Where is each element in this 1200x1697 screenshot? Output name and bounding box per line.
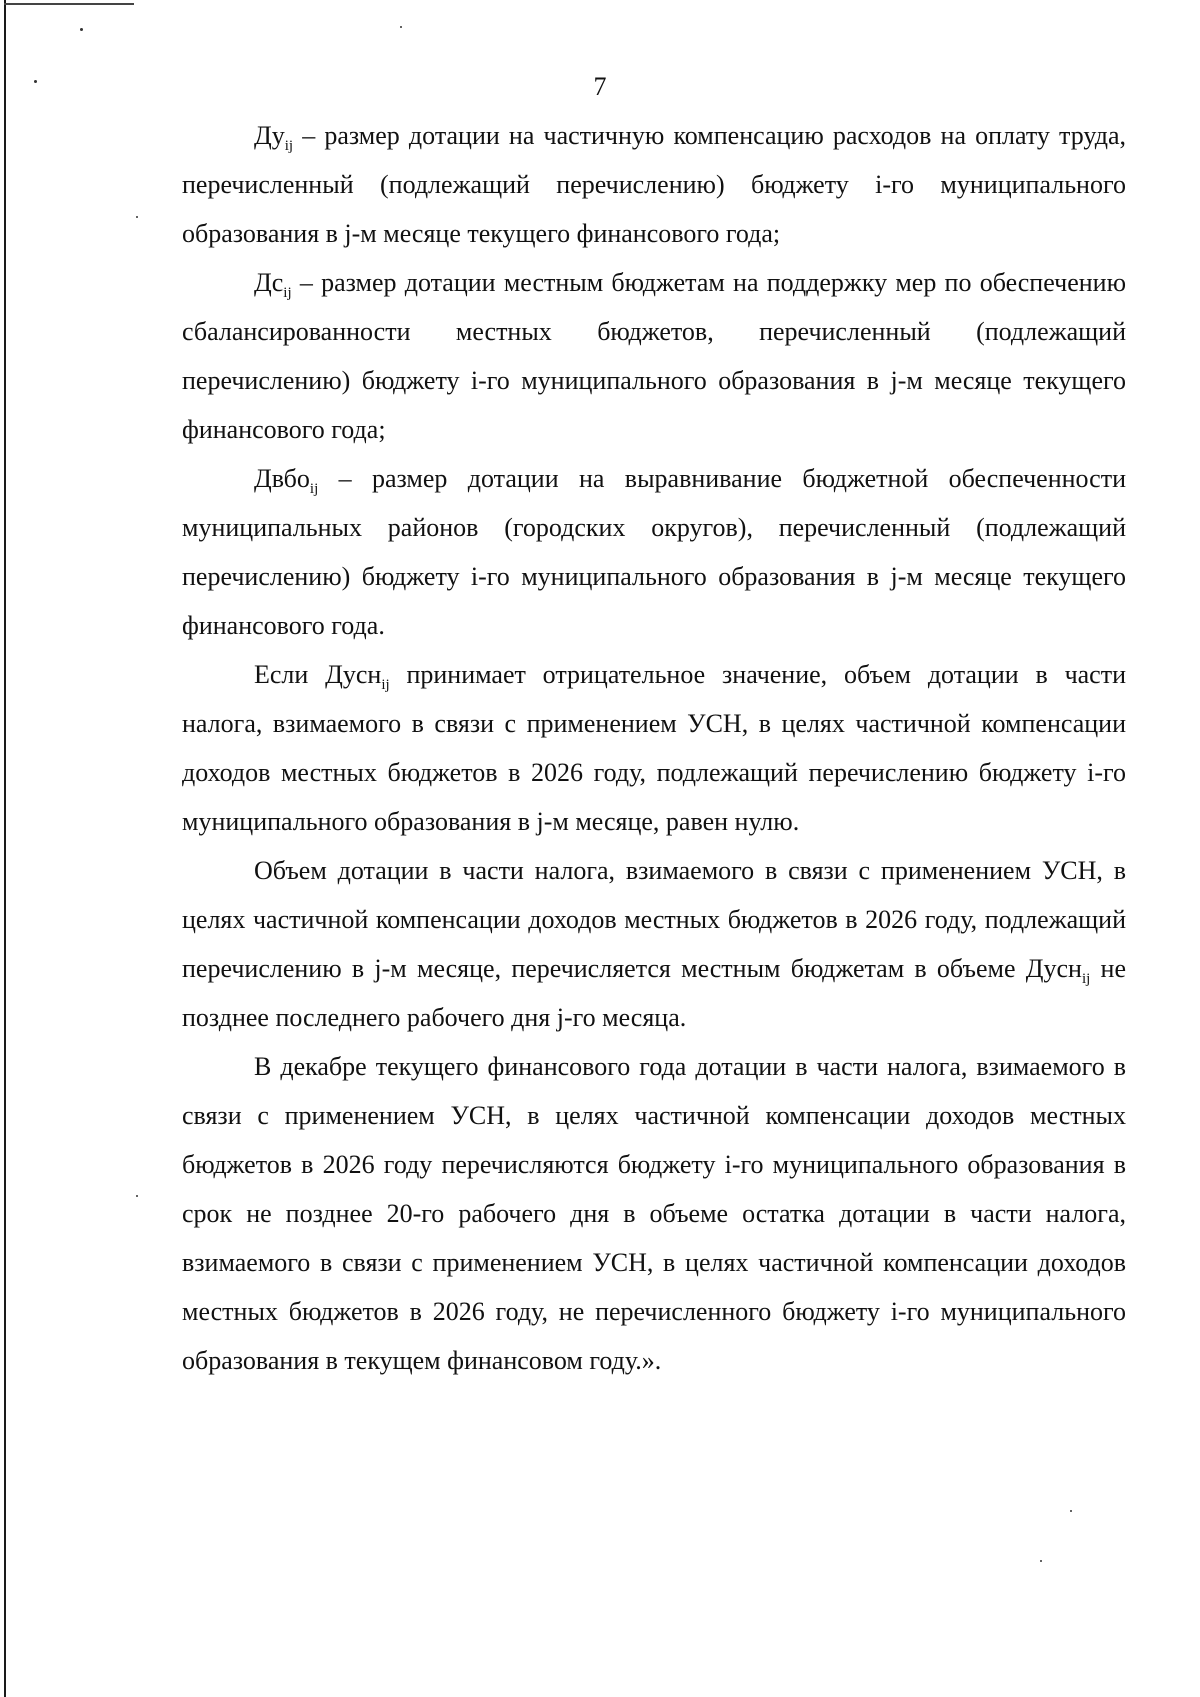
paragraph-esli [182,650,1126,846]
scan-left-edge [4,0,6,1697]
subscript: ij [284,138,294,155]
subscript: ij [1081,971,1091,988]
document-body [182,111,1126,1385]
scan-speck [136,1195,138,1197]
subscript: ij [309,481,319,498]
subscript: ij [381,677,390,694]
paragraph-text: – размер дотации местным бюджетам на поддержку мер по обеспечению сбалансированности местных бюджетов, перечисленный (подлежащий перечислению) бюджету i-го муниципального образования в j-м месяце текущего финансового года; [182,268,1126,444]
subscript: ij [283,285,292,302]
scan-speck [1040,1560,1042,1562]
paragraph-obem [182,846,1126,1042]
scan-speck [400,26,402,28]
paragraph-prefix: Дс [254,268,284,297]
scan-speck [80,28,83,31]
paragraph-prefix: Ду [254,121,285,150]
paragraph-duy [182,111,1126,258]
page-number: 7 [593,72,607,101]
paragraph-text: принимает отрицательное значение, объем дотации в части налога, взимаемого в связи с применением УСН, в целях частичной компенсации доходов местных бюджетов в 2026 году, подлежащий перечислению бюджету i-го муниципального образования в j-м месяце, равен нулю. [182,660,1126,836]
paragraph-text: – размер дотации на частичную компенсацию расходов на оплату труда, перечисленный (подлежащий перечислению) бюджету i-го муниципального образования в j-м месяце текущего финансового года; [182,121,1126,248]
paragraph-prefix: Двбо [254,464,310,493]
paragraph-prefix: В декабре текущего финансового года дотации в части налога, взимаемого в связи с применением УСН, в целях частичной компенсации доходов местных бюджетов в 2026 году перечисляются бюджету i-го муниципального образования в срок не позднее 20-го рабочего дня в объеме остатка дотации в части налога, взимаемого в связи с применением УСН, в целях частичной компенсации доходов местных бюджетов в 2026 году, не перечисленного бюджету i-го муниципального образования в текущем финансовом году.». [182,1052,1126,1375]
paragraph-text: – размер дотации на выравнивание бюджетной обеспеченности муниципальных районов (городских округов), перечисленный (подлежащий перечислению) бюджету i-го муниципального образования в j-м месяце текущего финансового года. [182,464,1126,640]
paragraph-prefix: Объем дотации в части налога, взимаемого в связи с применением УСН, в целях частичной компенсации доходов местных бюджетов в 2026 году, подлежащий перечислению в j-м месяце, перечисляется местным бюджетам в объеме Дусн [182,856,1126,983]
paragraph-dekabr [182,1042,1126,1385]
paragraph-prefix: Если Дусн [254,660,382,689]
paragraph-ds [182,258,1126,454]
scan-speck [1070,1510,1072,1512]
scan-top-line [4,3,134,5]
paragraph-dvbo [182,454,1126,650]
paragraph-text: не позднее последнего рабочего дня j-го месяца. [182,954,1126,1032]
scan-speck [136,216,138,218]
